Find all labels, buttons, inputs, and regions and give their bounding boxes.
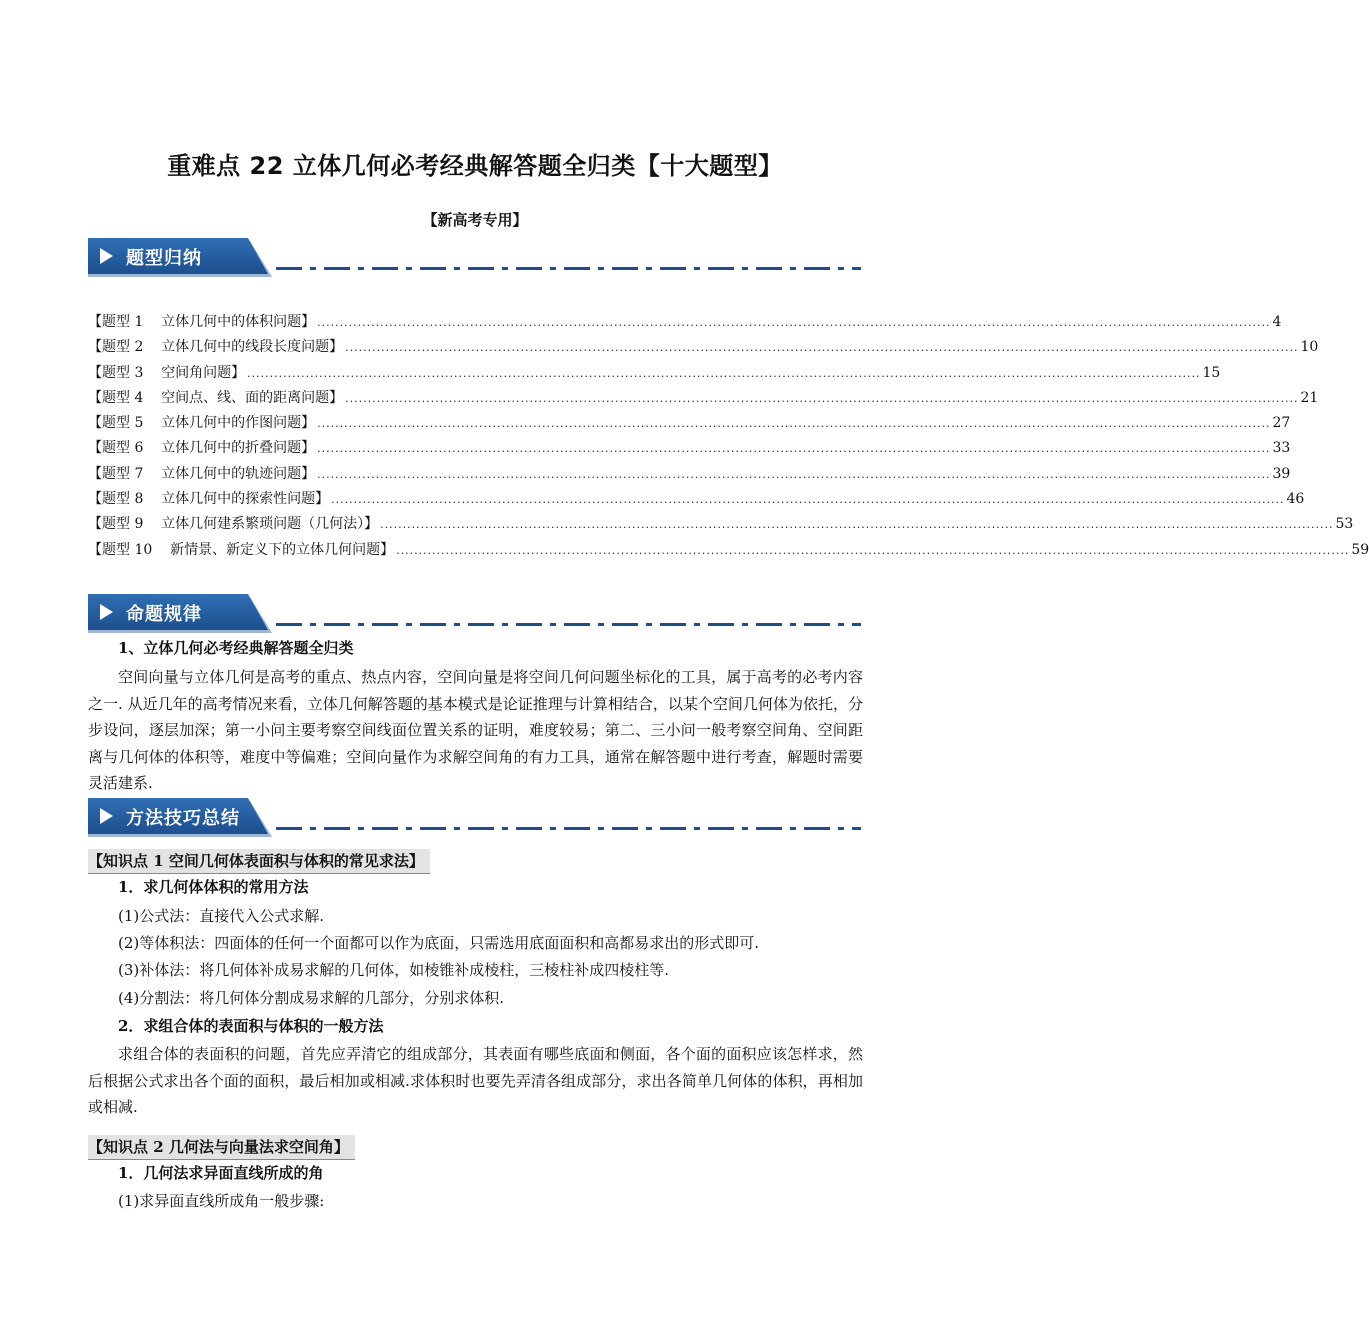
page-subtitle: 【新高考专用】: [422, 211, 528, 229]
k1-paragraph: 求组合体的表面积的问题，首先应弄清它的组成部分，其表面有哪些底面和侧面，各个面的面积应该怎样求，然后根据公式求出各个面的面积，最后相加或相减.求体积时也要先弄清各组成部分，求出各简单几何体的体积，再相加或相减.: [88, 1045, 863, 1116]
dashed-divider: [276, 267, 861, 270]
dashed-divider: [276, 827, 861, 830]
play-arrow-icon: [100, 248, 113, 264]
banner-label: 题型归纳: [126, 248, 202, 269]
table-of-contents: [88, 310, 1369, 563]
k2-heading-1: 1．几何法求异面直线所成的角: [118, 1164, 324, 1182]
toc-item[interactable]: 【题型 8 立体几何中的探索性问题】 .................................................................................................................................................................................................................... 46: [88, 491, 1305, 508]
k1-line-1: (1)公式法：直接代入公式求解.: [118, 907, 325, 925]
toc-item[interactable]: 【题型 6 立体几何中的折叠问题】 .................................................................................................................................................................................................................... 33: [88, 440, 1291, 457]
rule-heading: 1、立体几何必考经典解答题全归类: [118, 639, 354, 657]
k1-line-3: (3)补体法：将几何体补成易求解的几何体，如棱锥补成棱柱，三棱柱补成四棱柱等.: [118, 961, 670, 979]
toc-item[interactable]: 【题型 3 空间角问题】 .................................................................................................................................................................................................................... 15: [88, 364, 1221, 381]
banner-label: 命题规律: [126, 604, 202, 625]
k1-line-4: (4)分割法：将几何体分割成易求解的几部分，分别求体积.: [118, 989, 505, 1007]
section-banner-rules: [88, 594, 863, 634]
knowledge-point-box: 【知识点 2 几何法与向量法求空间角】: [88, 1135, 355, 1160]
page-title: 重难点 22 立体几何必考经典解答题全归类【十大题型】: [167, 152, 783, 180]
toc-item[interactable]: 【题型 2 立体几何中的线段长度问题】 .................................................................................................................................................................................................................... 10: [88, 339, 1319, 356]
section-banner-question-types: [88, 238, 863, 278]
rule-paragraph: 空间向量与立体几何是高考的重点、热点内容，空间向量是将空间几何问题坐标化的工具，属于高考的必考内容之一. 从近几年的高考情况来看，立体几何解答题的基本模式是论证推理与计算相结合，以某个空间几何体为依托，分步设问，逐层加深；第一小问主要考察空间线面位置关系的证明，难度较易；第二、三小问一般考察空间角、空间距离与几何体的体积等，难度中等偏难；空间向量作为求解空间角的有力工具，通常在解答题中进行考查，解题时需要灵活建系.: [88, 668, 863, 792]
toc-item[interactable]: 【题型 4 空间点、线、面的距离问题】 .................................................................................................................................................................................................................... 21: [88, 389, 1319, 406]
play-arrow-icon: [100, 808, 113, 824]
k2-line-1: (1)求异面直线所成角一般步骤:: [118, 1192, 325, 1210]
section-banner-methods: [88, 798, 863, 838]
knowledge-point-box: 【知识点 1 空间几何体表面积与体积的常见求法】: [88, 849, 430, 874]
play-arrow-icon: [100, 604, 113, 620]
toc-item[interactable]: 【题型 9 立体几何建系繁琐问题（几何法）】 .................................................................................................................................................................................................................... 53: [88, 516, 1354, 533]
toc-item[interactable]: 【题型 10 新情景、新定义下的立体几何问题】 .................................................................................................................................................................................................................... 59: [88, 541, 1369, 558]
k1-heading-1: 1．求几何体体积的常用方法: [118, 878, 309, 896]
k1-heading-2: 2．求组合体的表面积与体积的一般方法: [118, 1017, 384, 1035]
toc-item[interactable]: 【题型 1 立体几何中的体积问题】 .................................................................................................................................................................................................................... 4: [88, 314, 1282, 330]
toc-item[interactable]: 【题型 5 立体几何中的作图问题】 .................................................................................................................................................................................................................... 27: [88, 415, 1291, 432]
k1-line-2: (2)等体积法：四面体的任何一个面都可以作为底面，只需选用底面面积和高都易求出的形式即可.: [118, 934, 760, 952]
dashed-divider: [276, 623, 861, 626]
banner-label: 方法技巧总结: [126, 808, 240, 829]
toc-item[interactable]: 【题型 7 立体几何中的轨迹问题】 .................................................................................................................................................................................................................... 39: [88, 465, 1291, 482]
